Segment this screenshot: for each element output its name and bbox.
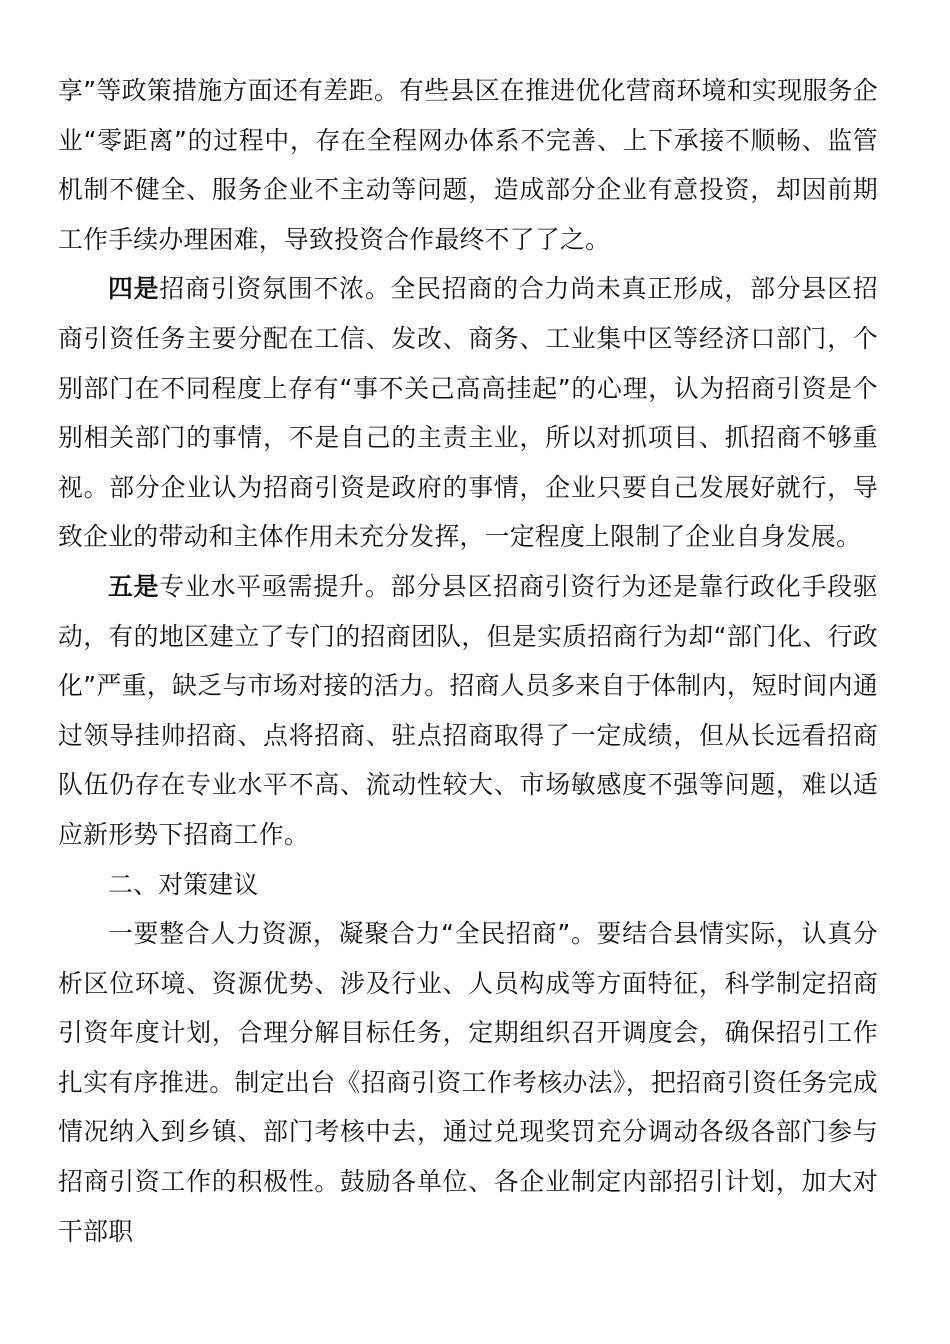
- paragraph-2-text: 招商引资氛围不浓。全民招商的合力尚未真正形成，部分县区招商引资任务主要分配在工信、发改、商务、工业集中区等经济口部门，个别部门在不同程度上存有“事不关己高高挂起”的心理，认为招商引资是个别相关部门的事情，不是自己的主责主业，所以对抓项目、抓招商不够重视。部分企业认为招商引资是政府的事情，企业只要自己发展好就行，导致企业的带动和主体作用未充分发挥，一定程度上限制了企业自身发展。: [58, 274, 878, 552]
- document-page: [58, 66, 878, 1256]
- paragraph-3-lead: 五是: [108, 571, 160, 601]
- paragraph-1-text: 享”等政策措施方面还有差距。有些县区在推进优化营商环境和实现服务企业“零距离”的过程中，存在全程网办体系不完善、上下承接不顺畅、监管机制不健全、服务企业不主动等问题，造成部分企业有意投资，却因前期工作手续办理困难，导致投资合作最终不了了之。: [58, 76, 878, 254]
- section-heading-text: 二、对策建议: [108, 869, 259, 899]
- paragraph-3: [58, 562, 878, 860]
- paragraph-2-lead: 四是: [108, 274, 160, 304]
- paragraph-4: [58, 909, 878, 1256]
- section-heading: [58, 860, 878, 910]
- paragraph-3-text: 专业水平亟需提升。部分县区招商引资行为还是靠行政化手段驱动，有的地区建立了专门的招商团队，但是实质招商行为却“部门化、行政化”严重，缺乏与市场对接的活力。招商人员多来自于体制内，短时间内通过领导挂帅招商、点将招商、驻点招商取得了一定成绩，但从长远看招商队伍仍存在专业水平不高、流动性较大、市场敏感度不强等问题，难以适应新形势下招商工作。: [58, 571, 878, 849]
- paragraph-2: [58, 264, 878, 562]
- paragraph-4-text: 一要整合人力资源，凝聚合力“全民招商”。要结合县情实际，认真分析区位环境、资源优势、涉及行业、人员构成等方面特征，科学制定招商引资年度计划，合理分解目标任务，定期组织召开调度会，确保招引工作扎实有序推进。制定出台《招商引资工作考核办法》，把招商引资任务完成情况纳入到乡镇、部门考核中去，通过兑现奖罚充分调动各级各部门参与招商引资工作的积极性。鼓励各单位、各企业制定内部招引计划，加大对干部职: [58, 919, 878, 1246]
- paragraph-1: [58, 66, 878, 264]
